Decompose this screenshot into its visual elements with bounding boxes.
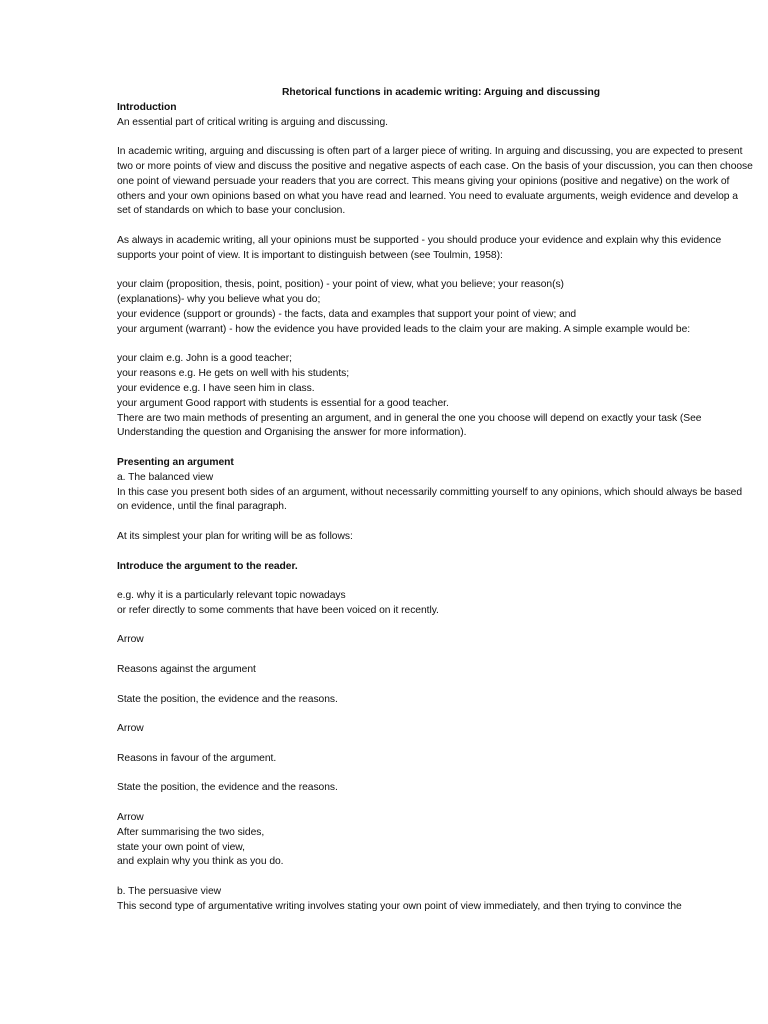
spacer — [117, 219, 753, 234]
introduction-heading: Introduction — [117, 101, 177, 113]
example-evidence: your evidence e.g. I have seen him in class. — [117, 382, 315, 394]
spacer — [117, 737, 753, 752]
persuasive-view-text: This second type of argumentative writing involves stating your own point of view immediately, and then trying to convince the — [117, 900, 682, 912]
explanations-line: (explanations)- why you believe what you do; — [117, 294, 321, 306]
state-position-line-2: State the position, the evidence and the reasons. — [117, 782, 338, 794]
state-own-view-line: state your own point of view, — [117, 841, 245, 853]
example-reasons: your reasons e.g. He gets on well with his students; — [117, 368, 350, 380]
refer-line: or refer directly to some comments that have been voiced on it recently. — [117, 604, 439, 616]
document-title: Rhetorical functions in academic writing: Arguing and discussing — [282, 87, 600, 98]
persuasive-view-label: b. The persuasive view — [117, 886, 222, 898]
document-body — [117, 86, 753, 915]
plan-line: At its simplest your plan for writing will be as follows: — [117, 530, 353, 542]
spacer — [117, 338, 753, 353]
after-summarising-line: After summarising the two sides, — [117, 826, 265, 838]
claim-line: your claim (proposition, thesis, point, position) - your point of view, what you believe; your reason(s) — [117, 279, 564, 291]
intro-line: An essential part of critical writing is arguing and discussing. — [117, 116, 388, 128]
arrow-placeholder-1: Arrow — [117, 634, 144, 646]
eg-line: e.g. why it is a particularly relevant topic nowadays — [117, 590, 346, 602]
reasons-against-line: Reasons against the argument — [117, 664, 256, 676]
reasons-favour-line: Reasons in favour of the argument. — [117, 752, 277, 764]
arrow-placeholder-3: Arrow — [117, 812, 144, 824]
spacer — [117, 767, 753, 782]
spacer — [117, 574, 753, 589]
spacer — [117, 648, 753, 663]
spacer — [117, 545, 753, 560]
balanced-view-text: In this case you present both sides of an argument, without necessarily committing yourself to any opinions, which should always be based on evidence, until the final paragraph. — [117, 486, 743, 513]
academic-writing-paragraph: In academic writing, arguing and discussing is often part of a larger piece of writing. In arguing and discussing, you are expected to present two or more points of view and discuss the positive and negative aspects of each case. On the basis of your discussion, you can then choose one point of viewand persuade your readers that you are correct. This means giving your opinions (positive and negative) on the work of others and your own opinions based on what you have read and learned. You need to evaluate arguments, weigh evidence and develop a set of standards on which to base your conclusion. — [117, 146, 753, 217]
arrow-placeholder-2: Arrow — [117, 723, 144, 735]
state-position-line-1: State the position, the evidence and the reasons. — [117, 693, 338, 705]
spacer — [117, 619, 753, 634]
spacer — [117, 678, 753, 693]
spacer — [117, 707, 753, 722]
balanced-view-label: a. The balanced view — [117, 471, 214, 483]
spacer — [117, 264, 753, 279]
argument-line: your argument (warrant) - how the evidence you have provided leads to the claim your are making. A simple example would be: — [117, 323, 691, 335]
spacer — [117, 515, 753, 530]
opinions-supported-paragraph: As always in academic writing, all your opinions must be supported - you should produce your evidence and explain why this evidence supports your point of view. It is important to distinguish between (see Toulmin, 1958): — [117, 234, 722, 261]
presenting-argument-heading: Presenting an argument — [117, 456, 234, 468]
spacer — [117, 130, 753, 145]
example-argument: your argument Good rapport with students is essential for a good teacher. — [117, 397, 449, 409]
evidence-line: your evidence (support or grounds) - the facts, data and examples that support your point of view; and — [117, 308, 577, 320]
spacer — [117, 441, 753, 456]
example-claim: your claim e.g. John is a good teacher; — [117, 353, 292, 365]
spacer — [117, 796, 753, 811]
introduce-argument-heading: Introduce the argument to the reader. — [117, 560, 298, 572]
methods-paragraph: There are two main methods of presenting an argument, and in general the one you choose will depend on exactly your task (See Understanding the question and Organising the answer for more information). — [117, 412, 702, 439]
explain-why-line: and explain why you think as you do. — [117, 856, 284, 868]
spacer — [117, 870, 753, 885]
